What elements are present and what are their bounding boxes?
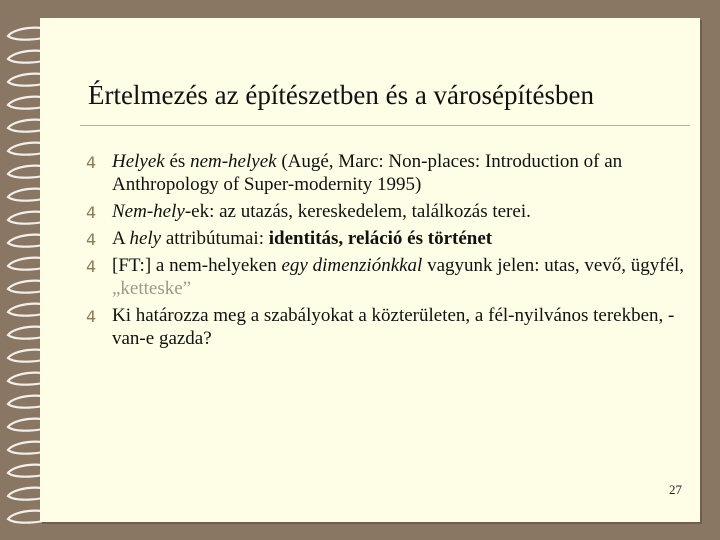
bullet-text: [FT:] a nem-helyeken bbox=[112, 255, 282, 276]
bullet-text: nem-helyek bbox=[190, 151, 277, 172]
bullet-list bbox=[86, 150, 686, 354]
bullet-item bbox=[86, 304, 686, 350]
bullet-text: Ki határozza meg a szabályokat a közterületen, a fél-nyilvános terekben, - van-e gazda? bbox=[112, 305, 675, 349]
bullet-text: vagyunk jelen: utas, vevő, ügyfél, bbox=[422, 255, 685, 276]
bullet-text: egy dimenziónkkal bbox=[281, 255, 423, 276]
slide-title: Értelmezés az építészetben és a városépítésben bbox=[88, 80, 594, 110]
page-number: 27 bbox=[669, 482, 682, 497]
bullet-marker-icon: 4 bbox=[86, 230, 97, 249]
title-divider bbox=[80, 125, 690, 126]
bullet-text: Helyek bbox=[112, 151, 165, 172]
bullet-text: hely bbox=[129, 228, 162, 249]
bullet-marker-icon: 4 bbox=[86, 153, 97, 172]
bullet-item bbox=[86, 227, 686, 250]
bullet-text: A bbox=[112, 228, 130, 249]
bullet-marker-icon: 4 bbox=[86, 307, 97, 326]
bullet-marker-icon: 4 bbox=[86, 203, 97, 222]
bullet-text: -ek: az utazás, kereskedelem, találkozás terei. bbox=[184, 201, 531, 222]
bullet-text: Nem-hely bbox=[112, 201, 185, 222]
bullet-text: „ketteske” bbox=[112, 278, 192, 299]
bullet-text: identitás, reláció és történet bbox=[268, 228, 493, 249]
bullet-text: attribútumai: bbox=[161, 228, 269, 249]
bullet-item bbox=[86, 254, 686, 300]
bullet-item bbox=[86, 200, 686, 223]
bullet-item bbox=[86, 150, 686, 196]
bullet-text: (Augé, Marc: Non-places: Introduction of an Anthropology of Super-modernity 1995) bbox=[112, 151, 623, 195]
bullet-text: és bbox=[164, 151, 191, 172]
slide-page bbox=[40, 18, 700, 522]
bullet-marker-icon: 4 bbox=[86, 257, 97, 276]
